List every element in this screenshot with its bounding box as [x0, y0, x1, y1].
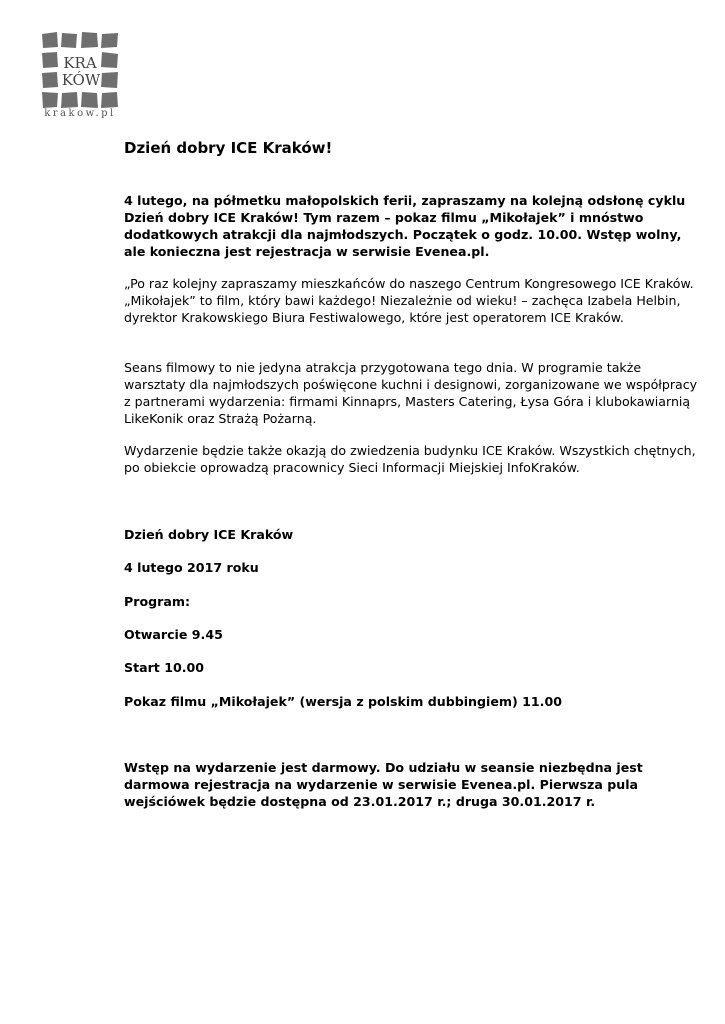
program-item-film: Pokaz filmu „Mikołajek” (wersja z polskim dubbingiem) 11.00	[124, 694, 562, 709]
summary-program-label: Program:	[124, 594, 190, 609]
body-paragraph: Seans filmowy to nie jedyna atrakcja przygotowana tego dnia. W programie także warsztaty dla najmłodszych poświęcone kuchni i designowi, zorganizowane we współpracy z partnerami wydarzenia: firmami Kinnaprs, Masters Catering, Łysa Góra i klubokawiarnią LikeKonik oraz Strażą Pożarną.	[124, 360, 698, 426]
body-paragraph: Wydarzenie będzie także okazją do zwiedzenia budynku ICE Kraków. Wszystkich chętnych, po obiekcie oprowadzą pracownicy Sieci Informacji Miejskiej InfoKraków.	[124, 443, 696, 475]
logo-text-kow: KÓW	[61, 71, 101, 89]
logo-caption: krakow.pl	[44, 108, 116, 119]
body-paragraph: „Po raz kolejny zapraszamy mieszkańców do naszego Centrum Kongresowego ICE Kraków. „Mikołajek” to film, który bawi każdego! Niezależnie od wieku! – zachęca Izabela Helbin, dyrektor Krakowskiego Biura Festiwalowego, które jest operatorem ICE Kraków.	[124, 276, 694, 325]
document-body	[124, 138, 704, 809]
summary-event-name: Dzień dobry ICE Kraków	[124, 527, 294, 542]
page-title: Dzień dobry ICE Kraków!	[124, 139, 333, 157]
lead-paragraph: 4 lutego, na półmetku małopolskich ferii, zapraszamy na kolejną odsłonę cyklu Dzień dobry ICE Kraków! Tym razem – pokaz filmu „Mikołajek” i mnóstwo dodatkowych atrakcji dla najmłodszych. Początek o godz. 10.00. Wstęp wolny, ale konieczna jest rejestracja w serwisie Evenea.pl.	[124, 193, 686, 259]
program-item-start: Start 10.00	[124, 660, 205, 675]
program-item-opening: Otwarcie 9.45	[124, 627, 223, 642]
closing-paragraph: Wstęp na wydarzenie jest darmowy. Do udziału w seansie niezbędna jest darmowa rejestracja na wydarzenie w serwisie Evenea.pl. Pierwsza pula wejściówek będzie dostępna od 23.01.2017 r.; druga 30.01.2017 r.	[124, 760, 643, 809]
summary-date: 4 lutego 2017 roku	[124, 560, 259, 575]
logo-text-kra: KRA	[63, 54, 97, 72]
